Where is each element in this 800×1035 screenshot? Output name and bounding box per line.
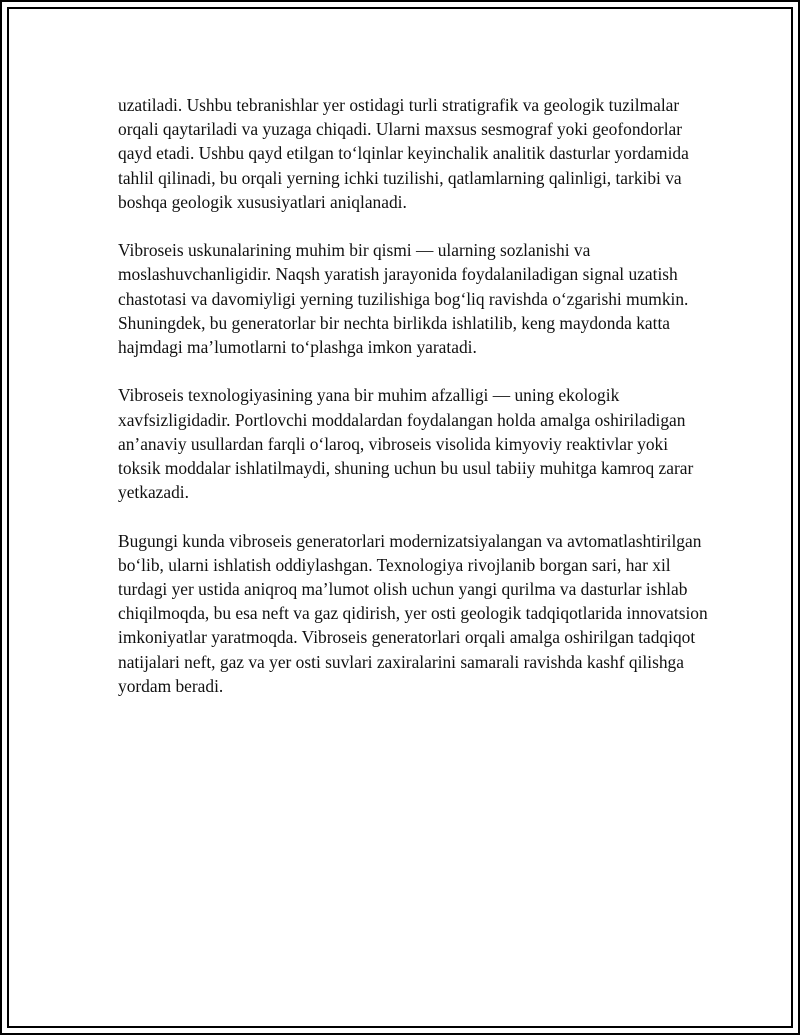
paragraph-2: Vibroseis uskunalarining muhim bir qismi — ularning sozlanishi va moslashuvchanligidir. Naqsh yaratish jarayonida foydalaniladigan signal uzatish chastotasi va davomiyligi yerning tuzilishiga bog‘liq ravishda o‘zgarishi mumkin. Shuningdek, bu generatorlar bir nechta birlikda ishlatilib, keng maydonda katta hajmdagi ma’lumotlarni to‘plashga imkon yaratadi. [118, 240, 689, 358]
document-body [118, 93, 708, 722]
paragraph-1: uzatiladi. Ushbu tebranishlar yer ostidagi turli stratigrafik va geologik tuzilmalar orqali qaytariladi va yuzaga chiqadi. Ularni maxsus sesmograf yoki geofondorlar qayd etadi. Ushbu qayd etilgan to‘lqinlar keyinchalik analitik dasturlar yordamida tahlil qilinadi, bu orqali yerning ichki tuzilishi, qatlamlarning qalinligi, tarkibi va boshqa geologik xususiyatlari aniqlanadi. [118, 95, 689, 212]
paragraph-4: Bugungi kunda vibroseis generatorlari modernizatsiyalangan va avtomatlashtirilgan bo‘lib, ularni ishlatish oddiylashgan. Texnologiya rivojlanib borgan sari, har xil turdagi yer ustida aniqroq ma’lumot olish uchun yangi qurilma va dasturlar ishlab chiqilmoqda, bu esa neft va gaz qidirish, yer osti geologik tadqiqotlarida innovatsion imkoniyatlar yaratmoqda. Vibroseis generatorlari orqali amalga oshirilgan tadqiqot natijalari neft, gaz va yer osti suvlari zaxiralarini samarali ravishda kashf qilishga yordam beradi. [118, 530, 708, 696]
paragraph-3: Vibroseis texnologiyasining yana bir muhim afzalligi — uning ekologik xavfsizligidadir. Portlovchi moddalardan foydalangan holda amalga oshiriladigan an’anaviy usullardan farqli o‘laroq, vibroseis visolida kimyoviy reaktivlar yoki toksik moddalar ishlatilmaydi, shuning uchun bu usul tabiiy muhitga kamroq zarar yetkazadi. [118, 385, 694, 503]
